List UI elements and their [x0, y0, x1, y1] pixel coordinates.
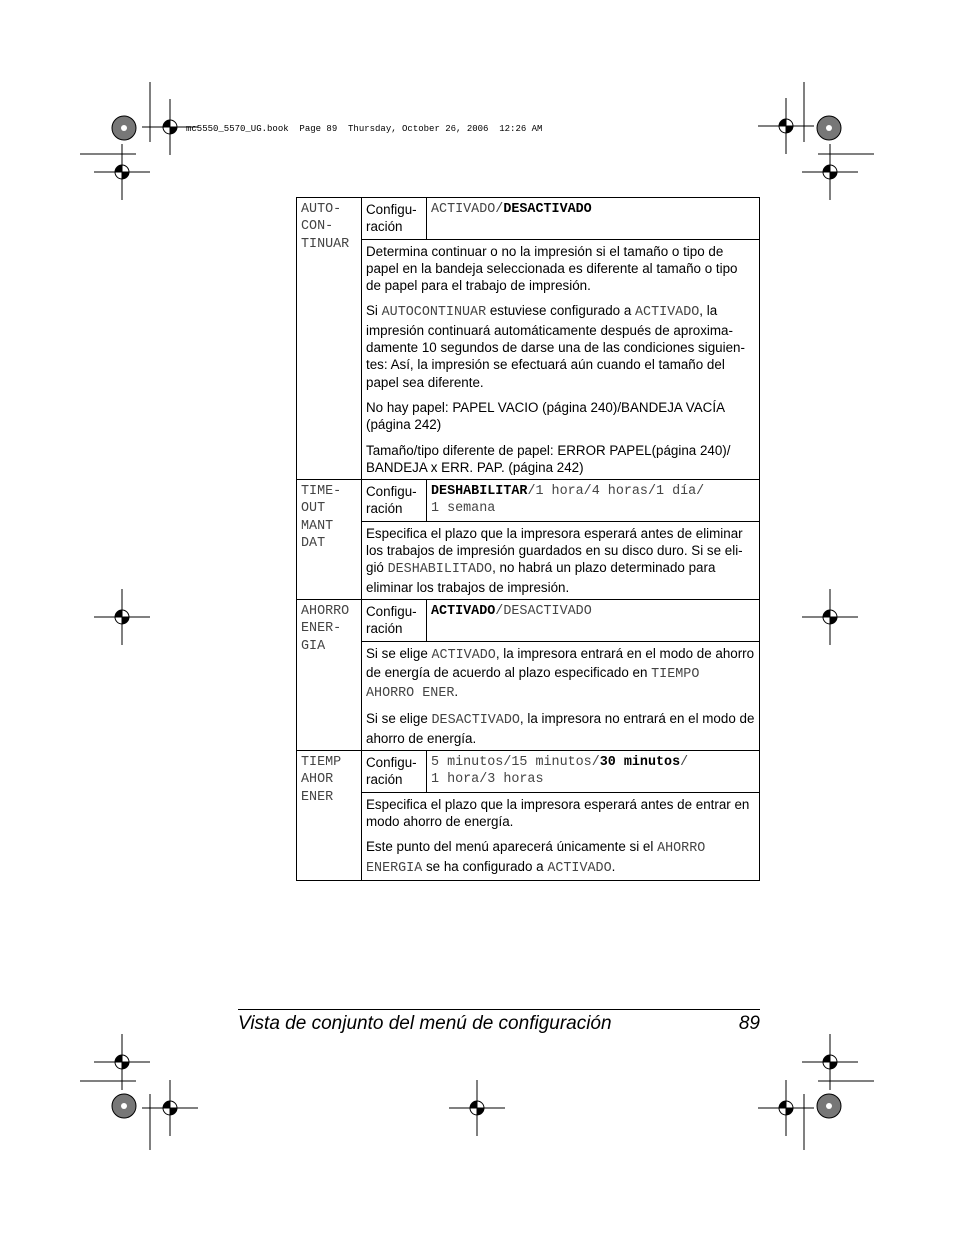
menu-item-key: AUTO- CON- TINUAR	[297, 198, 362, 480]
table-row	[297, 521, 760, 599]
description-paragraph: Si se elige DESACTIVADO, la impresora no entrará en el modo de ahorro de energía.	[366, 711, 755, 746]
default-value: DESHABILITAR	[431, 484, 528, 500]
description-paragraph: Si se elige ACTIVADO, la impresora entrará en el modo de ahorro de energía de acuerdo al plazo especificado en TIEMPO AHORRO ENER.	[366, 645, 755, 702]
setting-label: Configu- ración	[362, 599, 427, 641]
setting-label: Configu- ración	[362, 198, 427, 240]
description-paragraph: Especifica el plazo que la impresora esperará antes de entrar en modo ahorro de energía.	[366, 796, 750, 829]
menu-item-key: AHORRO ENER- GIA	[297, 599, 362, 750]
menu-item-key: TIME- OUT MANT DAT	[297, 480, 362, 600]
setting-values	[427, 599, 760, 641]
description-paragraph: Si AUTOCONTINUAR estuviese configurado a ACTIVADO, la impresión continuará automáticamente después de aproxima-damente 10 segundos de darse una de las condiciones siguien-tes: Así, la impresión se efectuará aún cuando el tamaño del papel sea diferente.	[366, 303, 745, 390]
settings-table	[296, 197, 760, 881]
menu-term: AUTOCONTINUAR	[381, 305, 487, 321]
value-option: ACTIVADO/	[431, 202, 504, 217]
menu-term: TIEMPO AHORRO ENER	[366, 666, 700, 702]
default-value: DESACTIVADO	[503, 202, 592, 217]
table-row	[297, 480, 760, 522]
print-header: mc5550_5570_UG.book Page 89 Thursday, October 26, 2006 12:26 AM	[186, 124, 543, 134]
setting-description	[362, 792, 760, 880]
menu-term: ACTIVADO	[431, 647, 496, 663]
setting-values	[427, 198, 760, 240]
default-value: 30 minutos	[599, 755, 681, 771]
setting-values	[427, 480, 760, 522]
menu-term: AHORRO ENERGIA	[366, 841, 706, 876]
description-paragraph: Especifica el plazo que la impresora esperará antes de eliminar los trabajos de impresión guardados en su disco duro. Si se eli-gió DESHABILITADO, no habrá un plazo determinado para eliminar los trabajos de impresión.	[366, 525, 743, 595]
value-option: /DESACTIVADO	[495, 603, 592, 619]
table-row	[297, 599, 760, 641]
menu-term: DESHABILITADO	[387, 562, 493, 578]
page-number: 89	[738, 1013, 760, 1034]
setting-description	[362, 641, 760, 750]
menu-term: ACTIVADO	[547, 860, 612, 876]
value-option: 5 minutos/15 minutos/	[431, 755, 600, 771]
menu-term: ACTIVADO	[635, 305, 700, 321]
setting-label: Configu- ración	[362, 751, 427, 793]
table-row	[297, 641, 760, 750]
setting-label: Configu- ración	[362, 480, 427, 522]
table-row	[297, 751, 760, 793]
setting-values	[427, 751, 760, 793]
footer-title: Vista de conjunto del menú de configuración	[238, 1013, 612, 1034]
menu-term: DESACTIVADO	[431, 713, 520, 729]
table-row	[297, 792, 760, 880]
description-paragraph: No hay papel: PAPEL VACIO (página 240)/BANDEJA VACÍA (página 242)	[366, 399, 725, 433]
table-row	[297, 198, 760, 240]
description-paragraph: Tamaño/tipo diferente de papel: ERROR PAPEL(página 240)/ BANDEJA x ERR. PAP. (página 242)	[366, 442, 731, 475]
footer-rule	[238, 1009, 760, 1010]
menu-item-key: TIEMP AHOR ENER	[297, 751, 362, 881]
setting-description	[362, 239, 760, 480]
description-paragraph: Este punto del menú aparecerá únicamente si el AHORRO ENERGIA se ha configurado a ACTIVADO.	[366, 839, 706, 876]
description-paragraph: Determina continuar o no la impresión si el tamaño o tipo de papel en la bandeja seleccionada es diferente al tamaño o tipo de papel para el trabajo de impresión.	[366, 243, 738, 294]
table-row	[297, 239, 760, 480]
setting-description	[362, 521, 760, 599]
default-value: ACTIVADO	[431, 603, 496, 619]
value-option: / 1 hora/3 horas	[431, 755, 689, 788]
value-option: /1 hora/4 horas/1 día/ 1 semana	[431, 484, 705, 517]
